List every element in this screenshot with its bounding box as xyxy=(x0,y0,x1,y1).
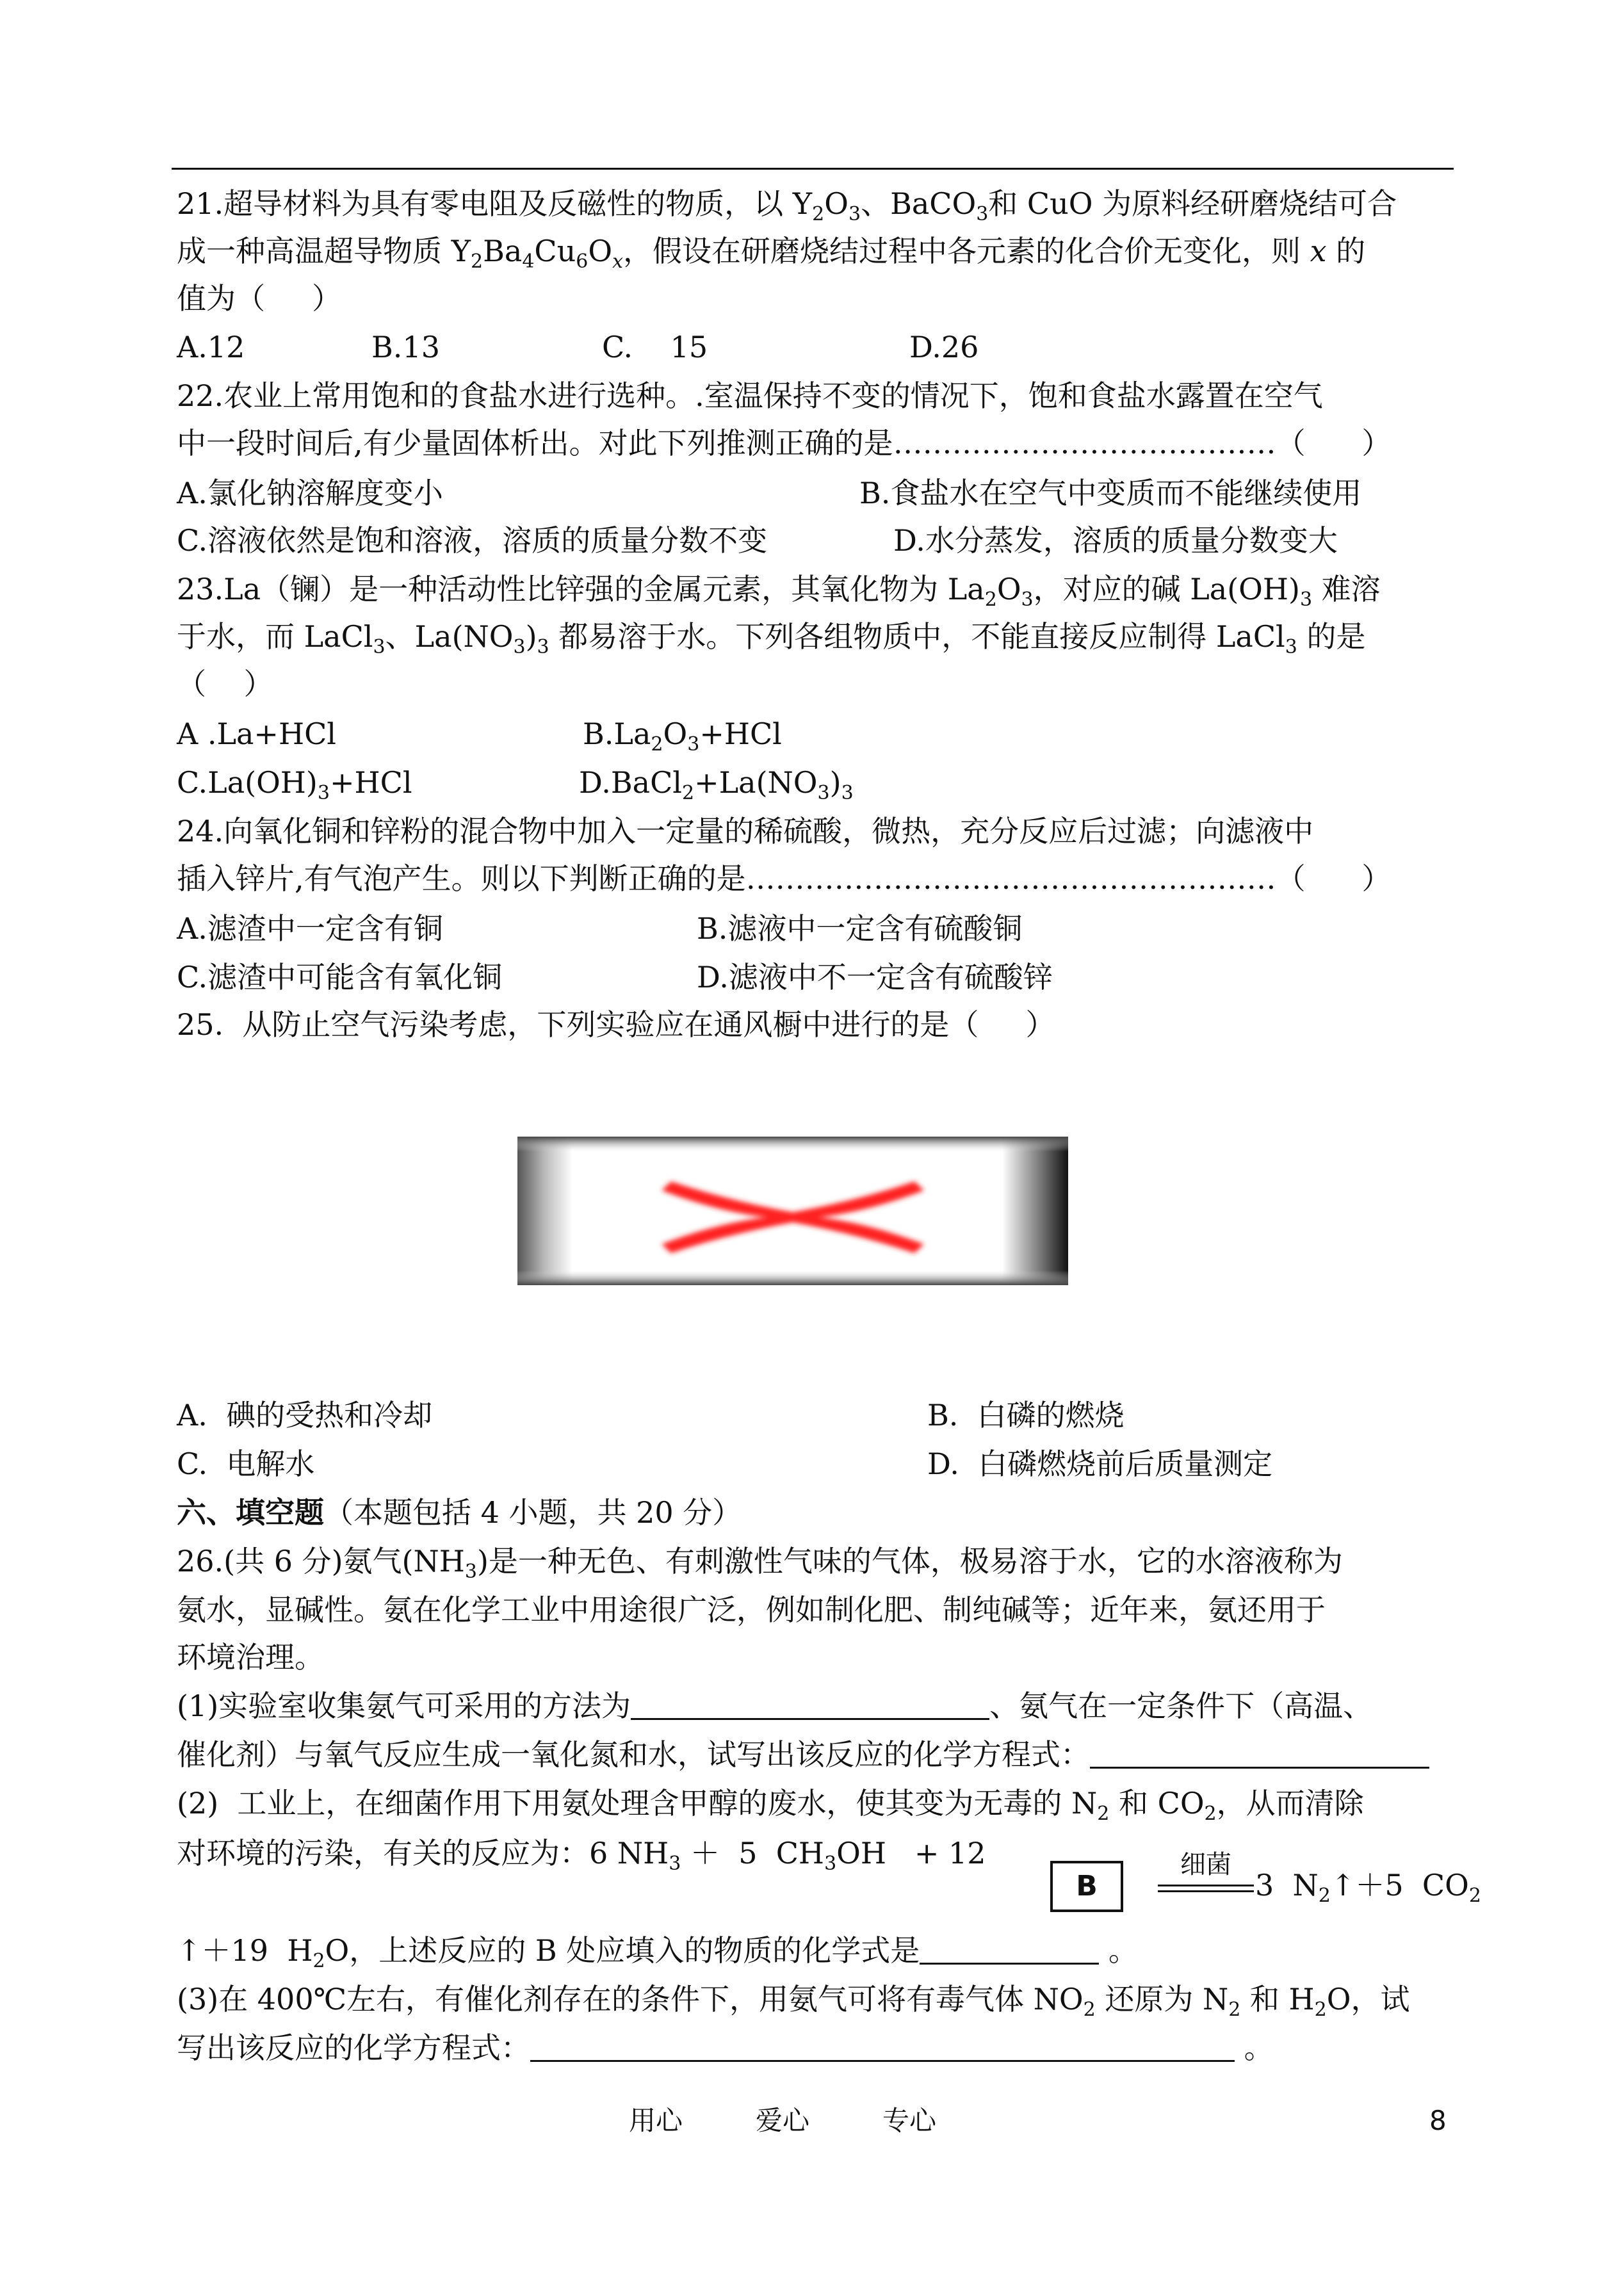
q25-option-c: C. 电解水 xyxy=(177,1447,315,1481)
q25-option-a: A. 碘的受热和冷却 xyxy=(177,1398,433,1432)
answer-blank-1[interactable] xyxy=(631,1686,989,1720)
q24-option-b: B.滤液中一定含有硫酸铜 xyxy=(697,911,1023,946)
q24-option-d: D.滤液中不一定含有硫酸锌 xyxy=(697,960,1053,994)
q23-option-b: $B.La_2O_3+HCl$ xyxy=(583,717,782,756)
q24-option-a: A.滤渣中一定含有铜 xyxy=(177,911,443,946)
q21-option-b: B.13 xyxy=(371,330,440,364)
q23-option-d: $D.BaCl_2+La(NO_3)_3$ xyxy=(579,765,854,804)
q25-option-d: D. 白磷燃烧前后质量测定 xyxy=(927,1447,1273,1481)
header-rule xyxy=(172,168,1454,170)
answer-blank-3[interactable] xyxy=(920,1931,1099,1965)
q22-option-b: B.食盐水在空气中变质而不能继续使用 xyxy=(859,476,1362,510)
q26-part2-line2-left: 对环境的污染，有关的反应为：6 $NH_3 + 5$ $CH_3OH + 12$ xyxy=(177,1836,986,1875)
q21-option-c: C. 15 xyxy=(602,330,708,364)
q21-line1: 21.超导材料为具有零电阻及反磁性的物质，以 $Y_2O_3$、BaCO$_3$和 CuO 为原料经研磨烧结可合 xyxy=(177,186,1397,225)
q25-option-b: B. 白磷的燃烧 xyxy=(927,1398,1125,1432)
q26-part3-line1: (3)在 400℃左右，有催化剂存在的条件下，用氨气可将有毒气体 $NO_2$ 还原为 $N_2$ 和 $H_2O$，试 xyxy=(177,1982,1410,2021)
q26-line3: 环境治理。 xyxy=(177,1640,324,1675)
q26-part1-line2: 催化剂）与氧气反应生成一氧化氮和水，试写出该反应的化学方程式： xyxy=(177,1730,1429,1779)
page-number: 8 xyxy=(1429,2105,1447,2136)
q24-option-c: C.滤渣中可能含有氧化铜 xyxy=(177,960,503,994)
q23-option-a: A .La+HCl xyxy=(177,717,337,751)
q26-line1: 26.(共 6 分)氨气$(NH_3)$是一种无色、有刺激性气味的气体，极易溶于水，它的水溶液称为 xyxy=(177,1544,1343,1583)
q25-line1: 25. 从防止空气污染考虑，下列实验应在通风橱中进行的是（ ） xyxy=(177,1007,1055,1042)
footer-word-3: 专心 xyxy=(882,2105,937,2136)
q23-line1: 23.La（镧）是一种活动性比锌强的金属元素，其氧化物为 $La_2O_3$，对应的碱 $La(OH)_3$ 难溶 xyxy=(177,572,1381,611)
q26-line2: 氨水，显碱性。氨在化学工业中用途很广泛，例如制化肥、制纯碱等；近年来，氨还用于 xyxy=(177,1593,1326,1627)
q22-option-a: A.氯化钠溶解度变小 xyxy=(177,476,443,510)
q22-option-c: C.溶液依然是饱和溶液，溶质的质量分数不变 xyxy=(177,523,768,558)
reaction-condition: 细菌 xyxy=(1158,1844,1254,1892)
q22-line2: 中一段时间后,有少量固体析出。对此下列推测正确的是…………………………………（ ） xyxy=(177,426,1392,460)
q26-part2-line1: (2) 工业上，在细菌作用下用氨处理含甲醇的废水，使其变为无毒的 $N_2$ 和 $CO_2$，从而清除 xyxy=(177,1786,1364,1825)
answer-blank-4[interactable] xyxy=(530,2028,1235,2062)
q21-option-a: A.12 xyxy=(177,330,245,364)
q22-line1: 22.农业上常用饱和的食盐水进行选种。.室温保持不变的情况下，饱和食盐水露置在空气 xyxy=(177,378,1323,413)
q21-line2: 成一种高温超导物质 $Y_2Ba_4Cu_6O_x$，假设在研磨烧结过程中各元素的化合价无变化，则 x 的 xyxy=(177,234,1366,273)
footer-word-1: 用心 xyxy=(629,2105,683,2136)
q26-part3-line2: 写出该反应的化学方程式： 。 xyxy=(177,2023,1274,2072)
q24-line1: 24.向氧化铜和锌粉的混合物中加入一定量的稀硫酸，微热，充分反应后过滤；向滤液中 xyxy=(177,814,1314,848)
q21-option-d: D.26 xyxy=(909,330,979,364)
broken-image-icon xyxy=(517,1137,1068,1285)
q26-part2-line3: ↑＋19 $H_2O$，上述反应的 B 处应填入的物质的化学式是 。 xyxy=(177,1926,1138,1975)
section-6-heading: 六、填空题（本题包括 4 小题，共 20 分） xyxy=(177,1495,742,1530)
q24-line2: 插入锌片,有气泡产生。则以下判断正确的是………………………………………………（ ） xyxy=(177,861,1392,896)
q23-option-c: $C.La(OH)_3+HCl$ xyxy=(177,765,412,804)
footer-word-2: 爱心 xyxy=(756,2105,810,2136)
q26-part2-line2-right: 3 $N_2↑+5$ $CO_2$ xyxy=(1255,1868,1481,1907)
broken-image-placeholder xyxy=(517,1137,1068,1285)
q22-option-d: D.水分蒸发，溶质的质量分数变大 xyxy=(893,523,1338,558)
reaction-box-b: B xyxy=(1050,1861,1123,1912)
q21-line3: 值为（ ） xyxy=(177,281,342,316)
q23-line2: 于水，而 LaCl$_3$、$La(NO_3)_3$ 都易溶于水。下列各组物质中，不能直接反应制得 LaCl$_3$ 的是 xyxy=(177,619,1366,658)
q26-part1-line1: (1)实验室收集氨气可采用的方法为 、氨气在一定条件下（高温、 xyxy=(177,1682,1372,1730)
answer-blank-2[interactable] xyxy=(1090,1735,1429,1769)
q23-line3: （ ） xyxy=(177,667,273,701)
